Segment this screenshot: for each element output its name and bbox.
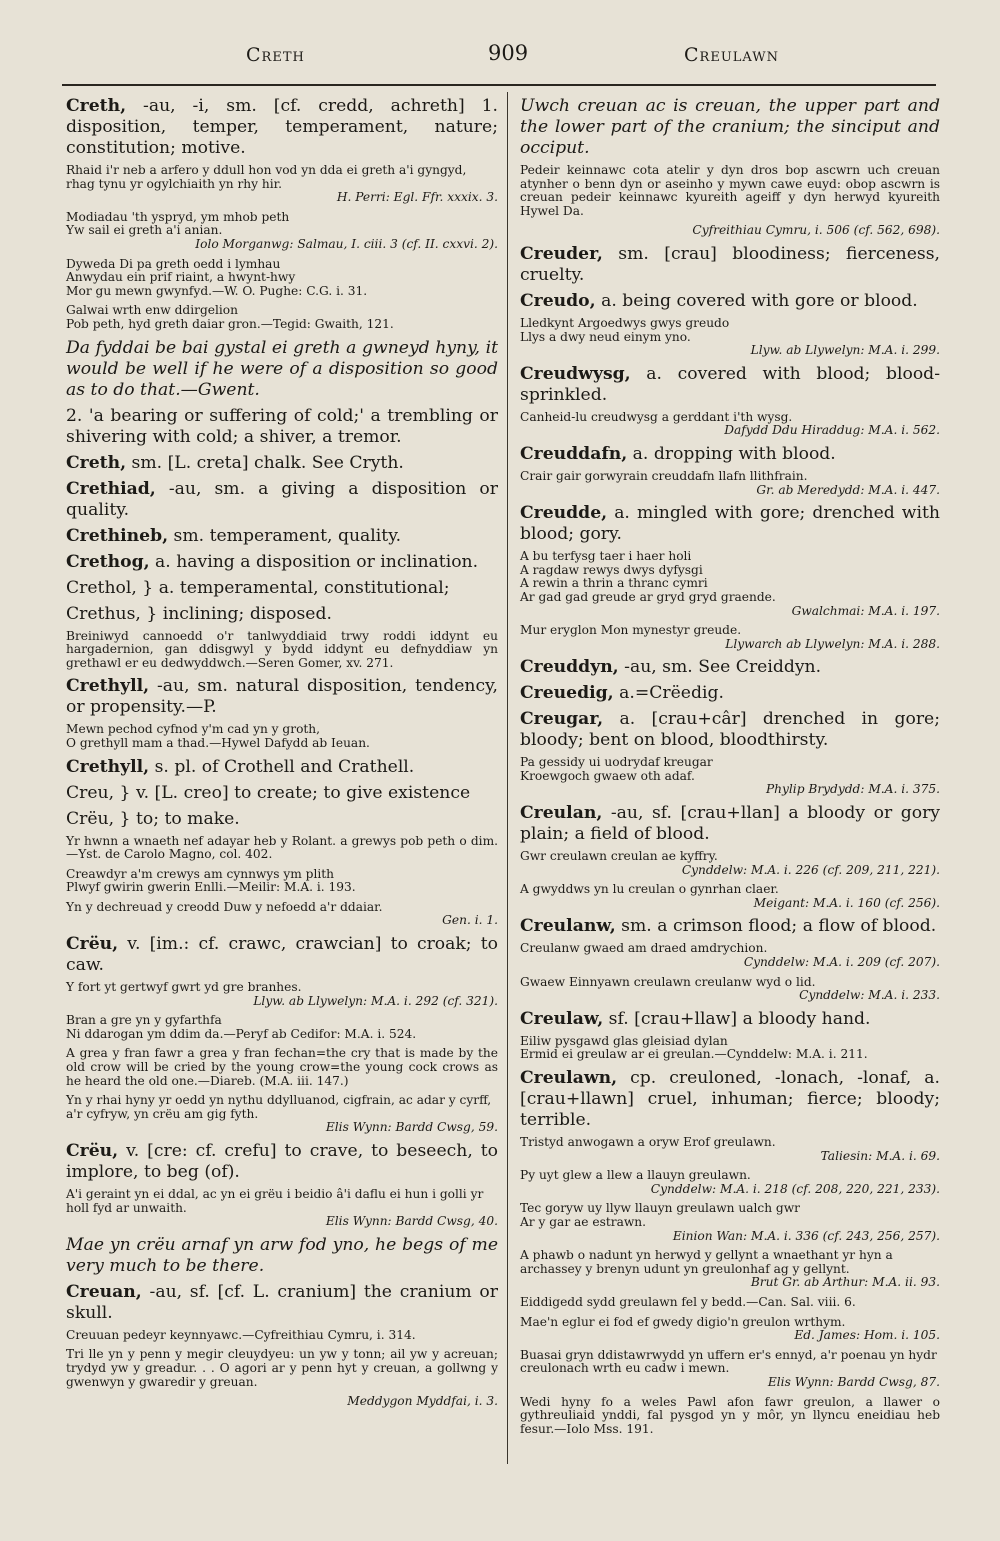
citation-text: Eiliw pysgawd glas gleisiad dylan Ermid ei greulaw ar ei greulan.—Cynddelw: M.A. i. 211. — [520, 1033, 868, 1062]
citation-source: Cyfreithiau Cymru, i. 506 (cf. 562, 698). — [692, 223, 940, 238]
entry-headword: Crëu, — [66, 808, 115, 829]
entry-definition: a. being covered with gore or blood. — [595, 290, 918, 311]
citation-source: Cynddelw: M.A. i. 218 (cf. 208, 220, 221, 233). — [650, 1181, 940, 1196]
citation-text: Mewn pechod cyfnod y'm cad yn y groth, O grethyll mam a thad.—Hywel Dafydd ab Ieuan. — [66, 722, 370, 750]
citation-quote — [520, 317, 940, 358]
entry-headword: Creulan, — [520, 803, 603, 824]
entry-definition: a. covered with blood; blood-sprinkled. — [520, 363, 940, 405]
citation-quote — [520, 883, 940, 910]
citation-quote — [66, 211, 498, 252]
citation-text: Yn y rhai hyny yr oedd yn nythu ddylluanod, cigfrain, ac adar y cyrff, a'r cyfryw, yn crëu am gig fyth. — [66, 1093, 492, 1121]
citation-text: Py uyt glew a llew a llauyn greulawn. — [520, 1168, 751, 1183]
citation-quote — [520, 1169, 940, 1196]
entry-definition: sf. [crau+llaw] a bloody hand. — [603, 1008, 871, 1029]
citation-source: Cynddelw: M.A. i. 209 (cf. 207). — [743, 955, 940, 970]
citation-quote — [520, 850, 940, 877]
entry-definition: sm. a crimson flood; a flow of blood. — [615, 916, 937, 937]
entry-definition: sm. temperament, quality. — [168, 525, 402, 546]
citation-source: Iolo Morganwg: Salmau, I. ciii. 3 (cf. II. cxxvi. 2). — [195, 236, 498, 251]
entry-headword: Crethiad, — [66, 478, 156, 499]
entry-headword: Creudwysg, — [520, 363, 631, 384]
citation-source: Brut Gr. ab Arthur: M.A. ii. 93. — [750, 1275, 940, 1290]
citation-prose: A grea y fran fawr a grea y fran fechan=the cry that is made by the old crow will be cried by the young crow=the young cock crows as he heard the old one.—Diareb. (M.A. iii. 147.) — [66, 1046, 498, 1088]
citation-text: Mae'n eglur ei fod ef gwedy digio'n greulon wrthym. — [520, 1314, 846, 1329]
citation-source: H. Perri: Egl. Ffr. xxxix. 3. — [336, 190, 498, 205]
dictionary-entry — [520, 444, 940, 465]
citation-prose: Tri lle yn y penn y megir cleuydyeu: un yw y tonn; ail yw y acreuan; trydyd yw y greadur. . . O agori ar y penn hyt y creuan, a gollwng y gwenwyn y gwaredir y greuan. — [66, 1347, 498, 1389]
entry-headword: Creulawn, — [520, 1068, 618, 1088]
entry-definition: } inclining; disposed. — [140, 603, 332, 624]
citation-source: Gwalchmai: M.A. i. 197. — [791, 603, 940, 618]
entry-definition: a. having a disposition or inclination. — [149, 551, 479, 572]
dictionary-entry — [66, 676, 498, 718]
entry-definition: -au, sf. [cf. L. cranium] the cranium or skull. — [66, 1281, 498, 1323]
citation-quote — [66, 901, 498, 928]
citation-quote — [66, 1094, 498, 1135]
entry-definition: } to; to make. — [114, 808, 240, 829]
citation-source: Ed. James: Hom. i. 105. — [794, 1328, 940, 1343]
entry-definition: a.=Crëedig. — [613, 683, 724, 704]
entry-headword: Crëu, — [66, 1141, 119, 1161]
citation-text: A bu terfysg taer i haer holi A ragdaw rewys dwys dyfysgi A rewin a thrin a thranc cymri Ar gad gad greude ar gryd gryd graende. — [520, 549, 776, 604]
citation-source: Elis Wynn: Bardd Cwsg, 59. — [325, 1120, 498, 1135]
citation-source: Einion Wan: M.A. i. 336 (cf. 243, 256, 257). — [672, 1228, 940, 1243]
dictionary-entry — [66, 578, 498, 599]
entry-headword: Crethyll, — [66, 756, 150, 777]
phrase-example: Uwch creuan ac is creuan, the upper part and the lower part of the cranium; the sinciput and occiput. — [520, 96, 940, 158]
dictionary-entry — [520, 916, 940, 937]
dictionary-entry — [66, 479, 498, 521]
citation-source: Meddygon Myddfai, i. 3. — [347, 1394, 498, 1409]
citation-text: A'i geraint yn ei ddal, ac yn ei grëu i beidio â'i daflu ei hun i golli yr holl fyd ar unwaith. — [66, 1187, 484, 1215]
citation-text: Mur eryglon Mon mynestyr greude. — [520, 623, 742, 638]
entry-definition: -au, sm. a giving a disposition or quality. — [66, 478, 498, 520]
dictionary-entry — [520, 364, 940, 406]
citation-text: Gwaew Einnyawn creulawn creulanw wyd o lid. — [520, 974, 816, 989]
dictionary-entry — [66, 1282, 498, 1324]
citation-text: A gwyddws yn lu creulan o gynrhan claer. — [520, 882, 779, 897]
citation-quote — [66, 1329, 498, 1343]
citation-quote — [66, 868, 498, 895]
citation-source: Cynddelw: M.A. i. 226 (cf. 209, 211, 221). — [681, 862, 940, 877]
entry-definition: a. dropping with blood. — [627, 443, 836, 464]
citation-source: Llyw. ab Llywelyn: M.A. i. 292 (cf. 321). — [253, 993, 498, 1008]
citation-text: Tec goryw uy llyw llauyn greulawn ualch gwr Ar y gar ae estrawn. — [520, 1201, 800, 1229]
citation-text: Canheid-lu creudwysg a gerddant i'th wysg. — [520, 409, 793, 424]
phrase-example: Da fyddai be bai gystal ei greth a gwneyd hyny, it would be well if he were of a disposition so good as to do that.—Gwent. — [66, 337, 498, 400]
entry-headword: Crethol, — [66, 577, 137, 598]
citation-text: Rhaid i'r neb a arfero y ddull hon vod yn dda ei greth a'i gyngyd, rhag tynu yr ogylchiaith yn rhy hir. — [66, 163, 467, 191]
citation-prose: Breiniwyd cannoedd o'r tanlwyddiaid trwy roddi iddynt eu hargadernion, gan ddisgwyl y bydd iddynt eu defnyddiaw yn grethawl er eu dedwyddwch.—Seren Gomer, xv. 271. — [66, 628, 498, 670]
dictionary-entry — [520, 244, 940, 286]
entry-headword: Creudo, — [520, 290, 596, 311]
entry-headword: Creuedig, — [520, 683, 614, 704]
citation-text: Galwai wrth enw ddirgelion Pob peth, hyd greth daiar gron.—Tegid: Gwaith, 121. — [66, 303, 394, 331]
citation-quote — [66, 304, 498, 331]
entry-definition: } a. temperamental, constitutional; — [136, 577, 450, 598]
citation-text: Creuuan pedeyr keynnyawc.—Cyfreithiau Cymru, i. 314. — [66, 1327, 416, 1342]
citation-quote — [520, 224, 940, 238]
citation-quote — [66, 981, 498, 1008]
citation-source: Gr. ab Meredydd: M.A. i. 447. — [756, 482, 940, 497]
entry-definition: -au, -i, sm. [cf. credd, achreth] 1. disposition, temper, temperament, nature; constitution; motive. — [66, 96, 498, 158]
dictionary-entry — [66, 604, 498, 625]
entry-headword: Creth, — [66, 96, 127, 116]
dictionary-entry — [66, 757, 498, 778]
dictionary-entry — [520, 683, 940, 704]
entry-definition: -au, sm. natural disposition, tendency, or propensity.—P. — [66, 676, 498, 718]
citation-quote — [520, 1136, 940, 1163]
dictionary-entry — [520, 803, 940, 845]
citation-text: Y fort yt gertwyf gwrt yd gre branhes. — [66, 980, 302, 995]
header-left-guideword: Creth — [246, 44, 305, 66]
citation-source: Elis Wynn: Bardd Cwsg, 87. — [767, 1374, 940, 1389]
citation-text: Crair gair gorwyrain creuddafn llafn llithfrain. — [520, 468, 808, 483]
citation-source: Llyw. ab Llywelyn: M.A. i. 299. — [750, 343, 940, 358]
citation-text: Tristyd anwogawn a oryw Erof greulawn. — [520, 1135, 776, 1149]
citation-quote — [520, 1296, 940, 1310]
citation-quote — [520, 1249, 940, 1290]
header-rule — [62, 84, 936, 86]
citation-quote — [520, 1316, 940, 1343]
entry-definition: 2. 'a bearing or suffering of cold;' a trembling or shivering with cold; a shiver, a tremor. — [66, 405, 498, 447]
citation-source: Cynddelw: M.A. i. 233. — [799, 988, 940, 1003]
dictionary-entry — [66, 406, 498, 448]
citation-text: A phawb o nadunt yn herwyd y gellynt a wnaethant yr hyn a archassey y brenyn udunt yn greulonhaf ag y gellynt. — [520, 1248, 893, 1276]
entry-headword: Crethineb, — [66, 525, 169, 546]
dictionary-entry — [520, 503, 940, 545]
citation-text: Creawdyr a'm crewys am cynnwys ym plith Plwyf gwirin gwerin Enlli.—Meilir: M.A. i. 193. — [66, 866, 356, 895]
entry-headword: Creulanw, — [520, 916, 616, 937]
dictionary-entry — [66, 96, 498, 159]
citation-text: Pa gessidy ui uodrydaf kreugar Kroewgoch gwaew oth adaf. — [520, 755, 713, 783]
dictionary-entry — [66, 453, 498, 474]
dictionary-entry — [520, 291, 940, 312]
dictionary-entry — [66, 783, 498, 804]
entry-headword: Crëu, — [66, 934, 119, 955]
entry-headword: Crethog, — [66, 551, 150, 572]
entry-headword: Creulaw, — [520, 1008, 604, 1029]
citation-prose: Pedeir keinnawc cota atelir y dyn dros bop ascwrn uch creuan atynher o benn dyn or aseinho y mywn cawe euyd: obop ascwrn is creuan pedeir keinnawc kyureith ageiff y dyn herwyd kyureith Hywel Da. — [520, 163, 940, 218]
citation-text: Lledkynt Argoedwys gwys greudo Llys a dwy neud einym yno. — [520, 315, 730, 344]
entry-definition: sm. [crau] bloodiness; fierceness, cruelty. — [520, 243, 940, 285]
dictionary-entry — [520, 1068, 940, 1131]
dictionary-entry — [66, 1141, 498, 1183]
entry-headword: Creuder, — [520, 243, 603, 264]
citation-source: Elis Wynn: Bardd Cwsg, 40. — [325, 1214, 498, 1229]
citation-text: Gwr creulawn creulan ae kyffry. — [520, 849, 718, 864]
citation-quote — [520, 976, 940, 1003]
entry-definition: a. mingled with gore; drenched with blood; gory. — [520, 503, 940, 545]
citation-quote — [66, 258, 498, 299]
citation-source: Taliesin: M.A. i. 69. — [820, 1148, 940, 1163]
citation-text: Buasai gryn ddistawrwydd yn uffern er's ennyd, a'r poenau yn hydr creulonach wrth eu cadw i mewn. — [520, 1347, 937, 1376]
dictionary-entry — [66, 526, 498, 547]
citation-quote — [520, 411, 940, 438]
dictionary-entry — [66, 552, 498, 573]
column-divider — [507, 92, 508, 1464]
citation-quote — [520, 470, 940, 497]
dictionary-entry — [520, 657, 940, 678]
citation-text: Modiadau 'th yspryd, ym mhob peth Yw sail ei greth a'i anian. — [66, 209, 290, 238]
citation-quote — [520, 942, 940, 969]
dictionary-entry — [66, 934, 498, 976]
citation-text: Creulanw gwaed am draed amdrychion. — [520, 941, 768, 956]
citation-quote — [520, 550, 940, 618]
citation-prose: Yr hwnn a wnaeth nef adayar heb y Rolant. a grewys pob peth o dim.—Yst. de Carolo Magno, col. 402. — [66, 833, 498, 862]
citation-quote — [66, 1014, 498, 1041]
entry-definition: a. [crau+câr] drenched in gore; bloody; bent on blood, bloodthirsty. — [520, 709, 940, 751]
citation-source: Llywarch ab Llywelyn: M.A. i. 288. — [725, 636, 940, 651]
dictionary-entry — [520, 709, 940, 751]
citation-source: Gen. i. 1. — [442, 913, 498, 928]
entry-headword: Creuddyn, — [520, 657, 619, 678]
phrase-example: Mae yn crëu arnaf yn arw fod yno, he begs of me very much to be there. — [66, 1234, 498, 1276]
citation-text: Bran a gre yn y gyfarthfa Ni ddarogan ym ddim da.—Peryf ab Cedifor: M.A. i. 524. — [66, 1013, 417, 1041]
entry-headword: Creuan, — [66, 1281, 142, 1302]
entry-headword: Creugar, — [520, 709, 604, 730]
entry-definition: v. [im.: cf. crawc, crawcian] to croak; to caw. — [66, 934, 498, 976]
citation-text: Eiddigedd sydd greulawn fel y bedd.—Can. Sal. viii. 6. — [520, 1294, 856, 1309]
entry-definition: } v. [L. creo] to create; to give existence — [114, 782, 471, 803]
citation-prose: Wedi hyny fo a weles Pawl afon fawr greulon, a llawer o gythreuliaid ynddi, fal pysgod yn y môr, yn llyncu eneidiau heb fesur.—Iolo Mss. 191. — [520, 1394, 940, 1436]
citation-quote — [520, 1349, 940, 1390]
entry-definition: cp. creuloned, -lonach, -lonaf, a. [crau+llawn] cruel, inhuman; fierce; bloody; terrible. — [520, 1068, 940, 1130]
citation-quote — [66, 164, 498, 205]
left-column — [66, 96, 498, 1415]
entry-headword: Creu, — [66, 782, 115, 803]
entry-definition: s. pl. of Crothell and Crathell. — [149, 756, 415, 777]
citation-text: Dyweda Di pa greth oedd i lymhau Anwydau ein prif riaint, a hwynt-hwy Mor gu mewn gwynfyd.—W. O. Pughe: C.G. i. 31. — [66, 256, 368, 298]
citation-quote — [66, 723, 498, 750]
citation-quote — [520, 756, 940, 797]
right-column — [520, 96, 940, 1442]
entry-headword: Creth, — [66, 452, 127, 473]
citation-source: Meigant: M.A. i. 160 (cf. 256). — [753, 895, 940, 910]
page-number: 909 — [488, 41, 529, 65]
citation-quote — [520, 1202, 940, 1243]
citation-quote — [66, 1395, 498, 1409]
citation-text: Yn y dechreuad y creodd Duw y nefoedd a'r ddaiar. — [66, 899, 383, 914]
dictionary-entry — [520, 1009, 940, 1030]
citation-quote — [520, 624, 940, 651]
entry-headword: Creuddafn, — [520, 443, 628, 464]
entry-headword: Crethus, — [66, 603, 141, 624]
dictionary-entry — [66, 809, 498, 830]
entry-definition: -au, sf. [crau+llan] a bloody or gory plain; a field of blood. — [520, 803, 940, 845]
citation-source: Dafydd Ddu Hiraddug: M.A. i. 562. — [724, 423, 940, 438]
header-right-guideword: Creulawn — [684, 44, 780, 66]
entry-definition: sm. [L. creta] chalk. See Cryth. — [126, 452, 404, 473]
entry-definition: -au, sm. See Creiddyn. — [618, 657, 822, 678]
citation-source: Phylip Brydydd: M.A. i. 375. — [765, 782, 940, 797]
entry-definition: v. [cre: cf. crefu] to crave, to beseech, to implore, to beg (of). — [66, 1141, 498, 1182]
citation-quote — [66, 1188, 498, 1229]
entry-headword: Crethyll, — [66, 676, 150, 697]
entry-headword: Creudde, — [520, 503, 608, 524]
citation-quote — [520, 1035, 940, 1062]
running-header — [60, 41, 940, 74]
